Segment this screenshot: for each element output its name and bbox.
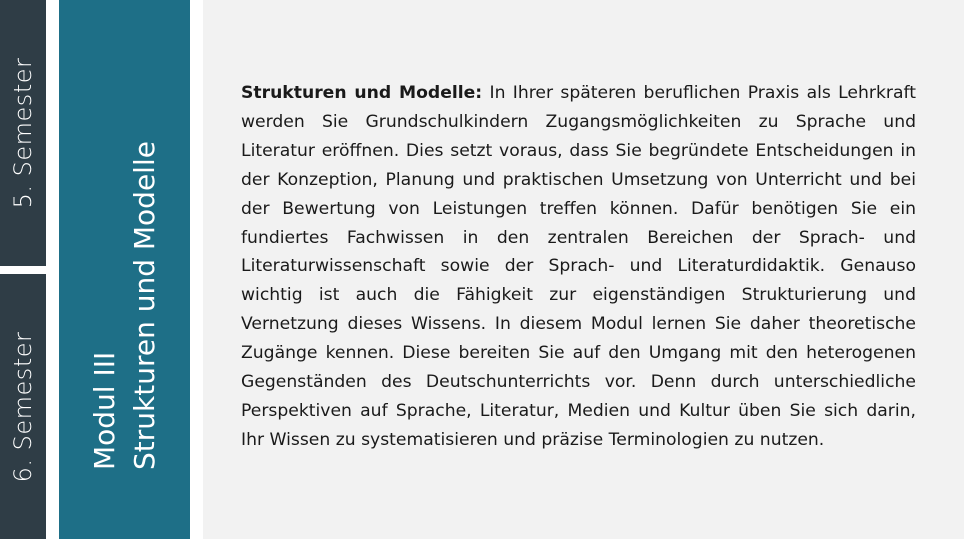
module-number: Modul III	[87, 351, 121, 470]
semester-6-bar	[0, 274, 46, 539]
module-bar	[59, 0, 190, 539]
module-description	[241, 79, 916, 455]
module-title	[85, 90, 165, 470]
semester-5-label: 5. Semester	[9, 57, 37, 209]
description-lead: Strukturen und Modelle:	[241, 83, 483, 103]
module-name: Strukturen und Modelle	[127, 140, 161, 470]
content-panel	[203, 0, 964, 539]
semester-6-label: 6. Semester	[9, 331, 37, 482]
semester-5-bar	[0, 0, 46, 266]
description-body: In Ihrer späteren beruflichen Praxis als Lehrkraft werden Sie Grundschulkindern Zugangsmöglichkeiten zu Sprache und Literatur eröffnen. Dies setzt voraus, dass Sie begründete Entscheidungen in der Konzeption, Planung und praktischen Umsetzung von Unterricht und bei der Bewertung von Leistungen treffen können. Dafür benötigen Sie ein fundiertes Fachwissen in den zentralen Bereichen der Sprach- und Literaturwissenschaft sowie der Sprach- und Literaturdidaktik. Genauso wichtig ist auch die Fähigkeit zur eigenständigen Strukturierung und Vernetzung dieses Wissens. In diesem Modul lernen Sie daher theoretische Zugänge kennen. Diese bereiten Sie auf den Umgang mit den heterogenen Gegenständen des Deutschunterrichts vor. Denn durch unterschiedliche Perspektiven auf Sprache, Literatur, Medien und Kultur üben Sie sich darin, Ihr Wissen zu systematisieren und präzise Terminologien zu nutzen.	[241, 83, 916, 450]
